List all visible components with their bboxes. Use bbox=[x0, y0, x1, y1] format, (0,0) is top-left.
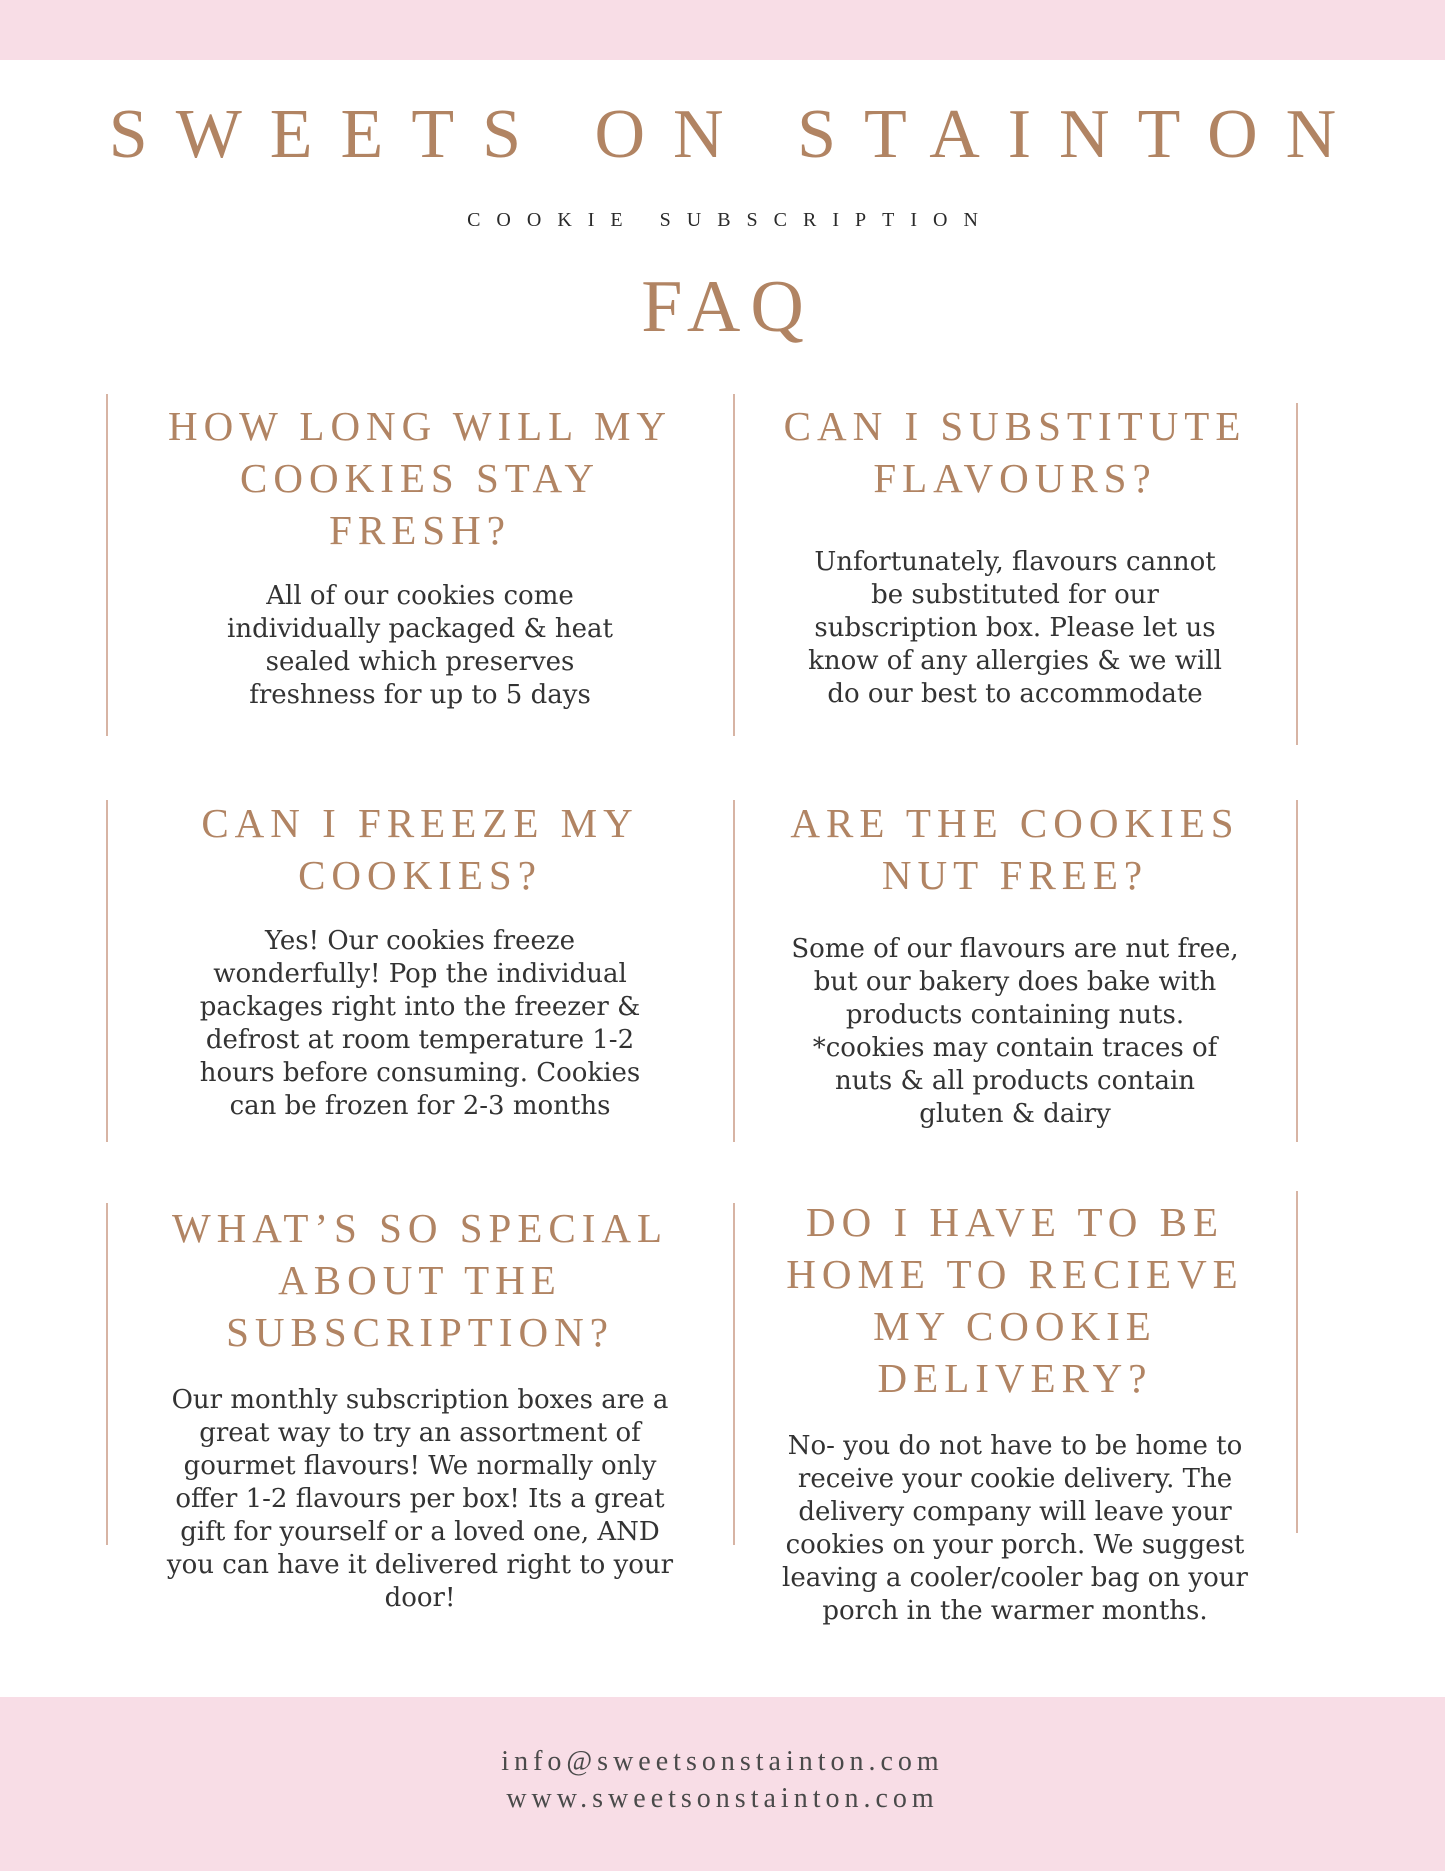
faq-card bbox=[760, 1196, 1270, 1628]
faq-answer: Yes! Our cookies freeze wonderfully! Pop the individual packages right into the freezer & defrost at room temperature 1-2 hours before consuming. Cookies can be frozen for 2-3 months bbox=[199, 926, 641, 1121]
divider-line bbox=[1296, 800, 1298, 1142]
faq-card bbox=[150, 797, 690, 1123]
faq-question: DO I HAVE TO BE HOME TO RECIEVE MY COOKIE DELIVERY? bbox=[786, 1199, 1244, 1401]
faq-answer: Our monthly subscription boxes are a great way to try an assortment of gourmet flavours! We normally only offer 1-2 flavours per box! Its a great gift for yourself or a loved one, AND you can have it delivered right to your door! bbox=[166, 1385, 674, 1613]
divider-line bbox=[733, 1203, 735, 1545]
faq-question: CAN I SUBSTITUTE FLAVOURS? bbox=[783, 403, 1247, 501]
divider-line bbox=[1296, 403, 1298, 745]
faq-card bbox=[770, 400, 1260, 711]
top-pink-band bbox=[0, 0, 1445, 60]
footer-email[interactable]: info@sweetsonstainton.com bbox=[501, 1746, 944, 1777]
faq-question: ARE THE COOKIES NUT FREE? bbox=[790, 800, 1240, 898]
faq-question: CAN I FREEZE MY COOKIES? bbox=[201, 800, 639, 898]
faq-card bbox=[150, 1202, 690, 1615]
faq-question: WHAT’S SO SPECIAL ABOUT THE SUBSCRIPTION? bbox=[171, 1205, 669, 1355]
faq-card bbox=[150, 400, 690, 712]
faq-answer: Unfortunately, flavours cannot be substituted for our subscription box. Please let us know of any allergies & we will do our best to accommodate bbox=[808, 547, 1222, 709]
faq-question: HOW LONG WILL MY COOKIES STAY FRESH? bbox=[167, 403, 673, 553]
faq-answer: No- you do not have to be home to receive your cookie delivery. The delivery company will leave your cookies on your porch. We suggest leaving a cooler/cooler bag on your porch in the warmer months. bbox=[782, 1431, 1248, 1626]
tagline: COOKIE SUBSCRIPTION bbox=[467, 209, 994, 231]
divider-line bbox=[106, 394, 108, 736]
divider-line bbox=[1296, 1191, 1298, 1533]
brand-name: SWEETS ON STAINTON bbox=[108, 96, 1365, 173]
faq-answer: All of our cookies come individually packaged & heat sealed which preserves freshness for up to 5 days bbox=[227, 581, 613, 710]
page-title: FAQ bbox=[641, 266, 814, 348]
footer-website[interactable]: www.sweetsonstainton.com bbox=[506, 1783, 939, 1814]
divider-line bbox=[733, 394, 735, 736]
faq-answer: Some of our flavours are nut free, but our bakery does bake with products containing nuts. *cookies may contain traces of nuts & all products contain gluten & dairy bbox=[791, 934, 1239, 1129]
divider-line bbox=[106, 1203, 108, 1545]
divider-line bbox=[106, 800, 108, 1142]
faq-card bbox=[770, 797, 1260, 1131]
divider-line bbox=[733, 800, 735, 1142]
